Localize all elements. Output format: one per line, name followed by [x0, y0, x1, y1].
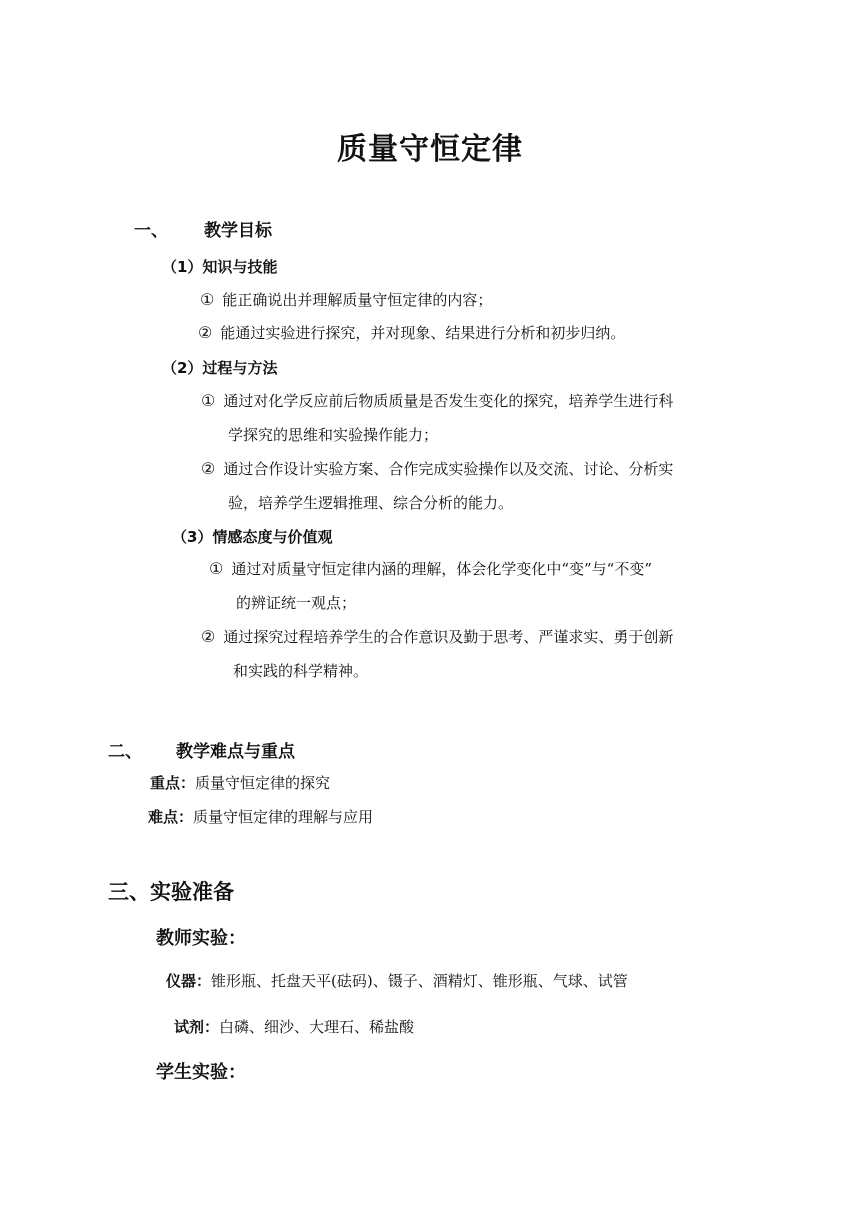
- section-2-number: 二、: [108, 742, 142, 762]
- student-experiment-label: 学生实验：: [156, 1062, 246, 1083]
- item-text: 通过探究过程培养学生的合作意识及勤于思考、严谨求实、勇于创新: [223, 628, 674, 646]
- section-1-heading: 教学目标: [204, 221, 272, 241]
- item-text-continuation: 学探究的思维和实验操作能力；: [228, 426, 439, 444]
- reagents-label: 试剂：: [174, 1018, 220, 1036]
- item-text: 能通过实验进行探究，并对现象、结果进行分析和初步归纳。: [220, 324, 626, 342]
- list-item: [200, 283, 492, 317]
- item-text: 通过对化学反应前后物质质量是否发生变化的探究，培养学生进行科: [223, 392, 674, 410]
- subsection-knowledge-skills: （1）知识与技能: [162, 258, 278, 276]
- list-item: [198, 316, 625, 350]
- item-marker: ②: [201, 627, 216, 646]
- item-marker: ②: [198, 323, 213, 342]
- item-text-continuation: 的辨证统一观点；: [236, 594, 357, 612]
- item-text-continuation: 验，培养学生逻辑推理、综合分析的能力。: [228, 494, 514, 512]
- item-marker: ①: [201, 391, 216, 410]
- item-marker: ①: [200, 290, 215, 309]
- item-text: 通过对质量守恒定律内涵的理解，体会化学变化中“变”与“不变”: [231, 560, 653, 578]
- teacher-experiment-label: 教师实验：: [156, 928, 246, 949]
- section-2-heading: 教学难点与重点: [176, 742, 295, 762]
- difficulties-label: 难点：: [148, 808, 194, 826]
- item-marker: ①: [209, 559, 224, 578]
- instruments-line: [166, 964, 628, 998]
- key-points-text: 质量守恒定律的探究: [195, 774, 331, 792]
- item-text: 通过合作设计实验方案、合作完成实验操作以及交流、讨论、分析实: [223, 460, 674, 478]
- list-item: [201, 620, 673, 654]
- key-points-label: 重点：: [150, 774, 196, 792]
- document-title: 质量守恒定律: [337, 132, 523, 167]
- instruments-text: 锥形瓶、托盘天平(砝码)、镊子、酒精灯、锥形瓶、气球、试管: [211, 972, 628, 990]
- difficulties-text: 质量守恒定律的理解与应用: [193, 808, 374, 826]
- item-text: 能正确说出并理解质量守恒定律的内容；: [222, 291, 493, 309]
- item-marker: ②: [201, 459, 216, 478]
- reagents-line: [174, 1010, 414, 1044]
- list-item: [209, 552, 652, 586]
- key-points-line: [150, 766, 330, 800]
- item-text-continuation: 和实践的科学精神。: [233, 662, 369, 680]
- subsection-process-methods: （2）过程与方法: [162, 359, 278, 377]
- subsection-attitudes-values: （3）情感态度与价值观: [172, 528, 333, 546]
- instruments-label: 仪器：: [166, 972, 212, 990]
- section-1-number: 一、: [134, 221, 168, 241]
- difficulties-line: [148, 800, 373, 834]
- section-3-heading: 三、实验准备: [108, 880, 234, 904]
- list-item: [201, 384, 673, 418]
- reagents-text: 白磷、细沙、大理石、稀盐酸: [219, 1018, 415, 1036]
- list-item: [201, 452, 673, 486]
